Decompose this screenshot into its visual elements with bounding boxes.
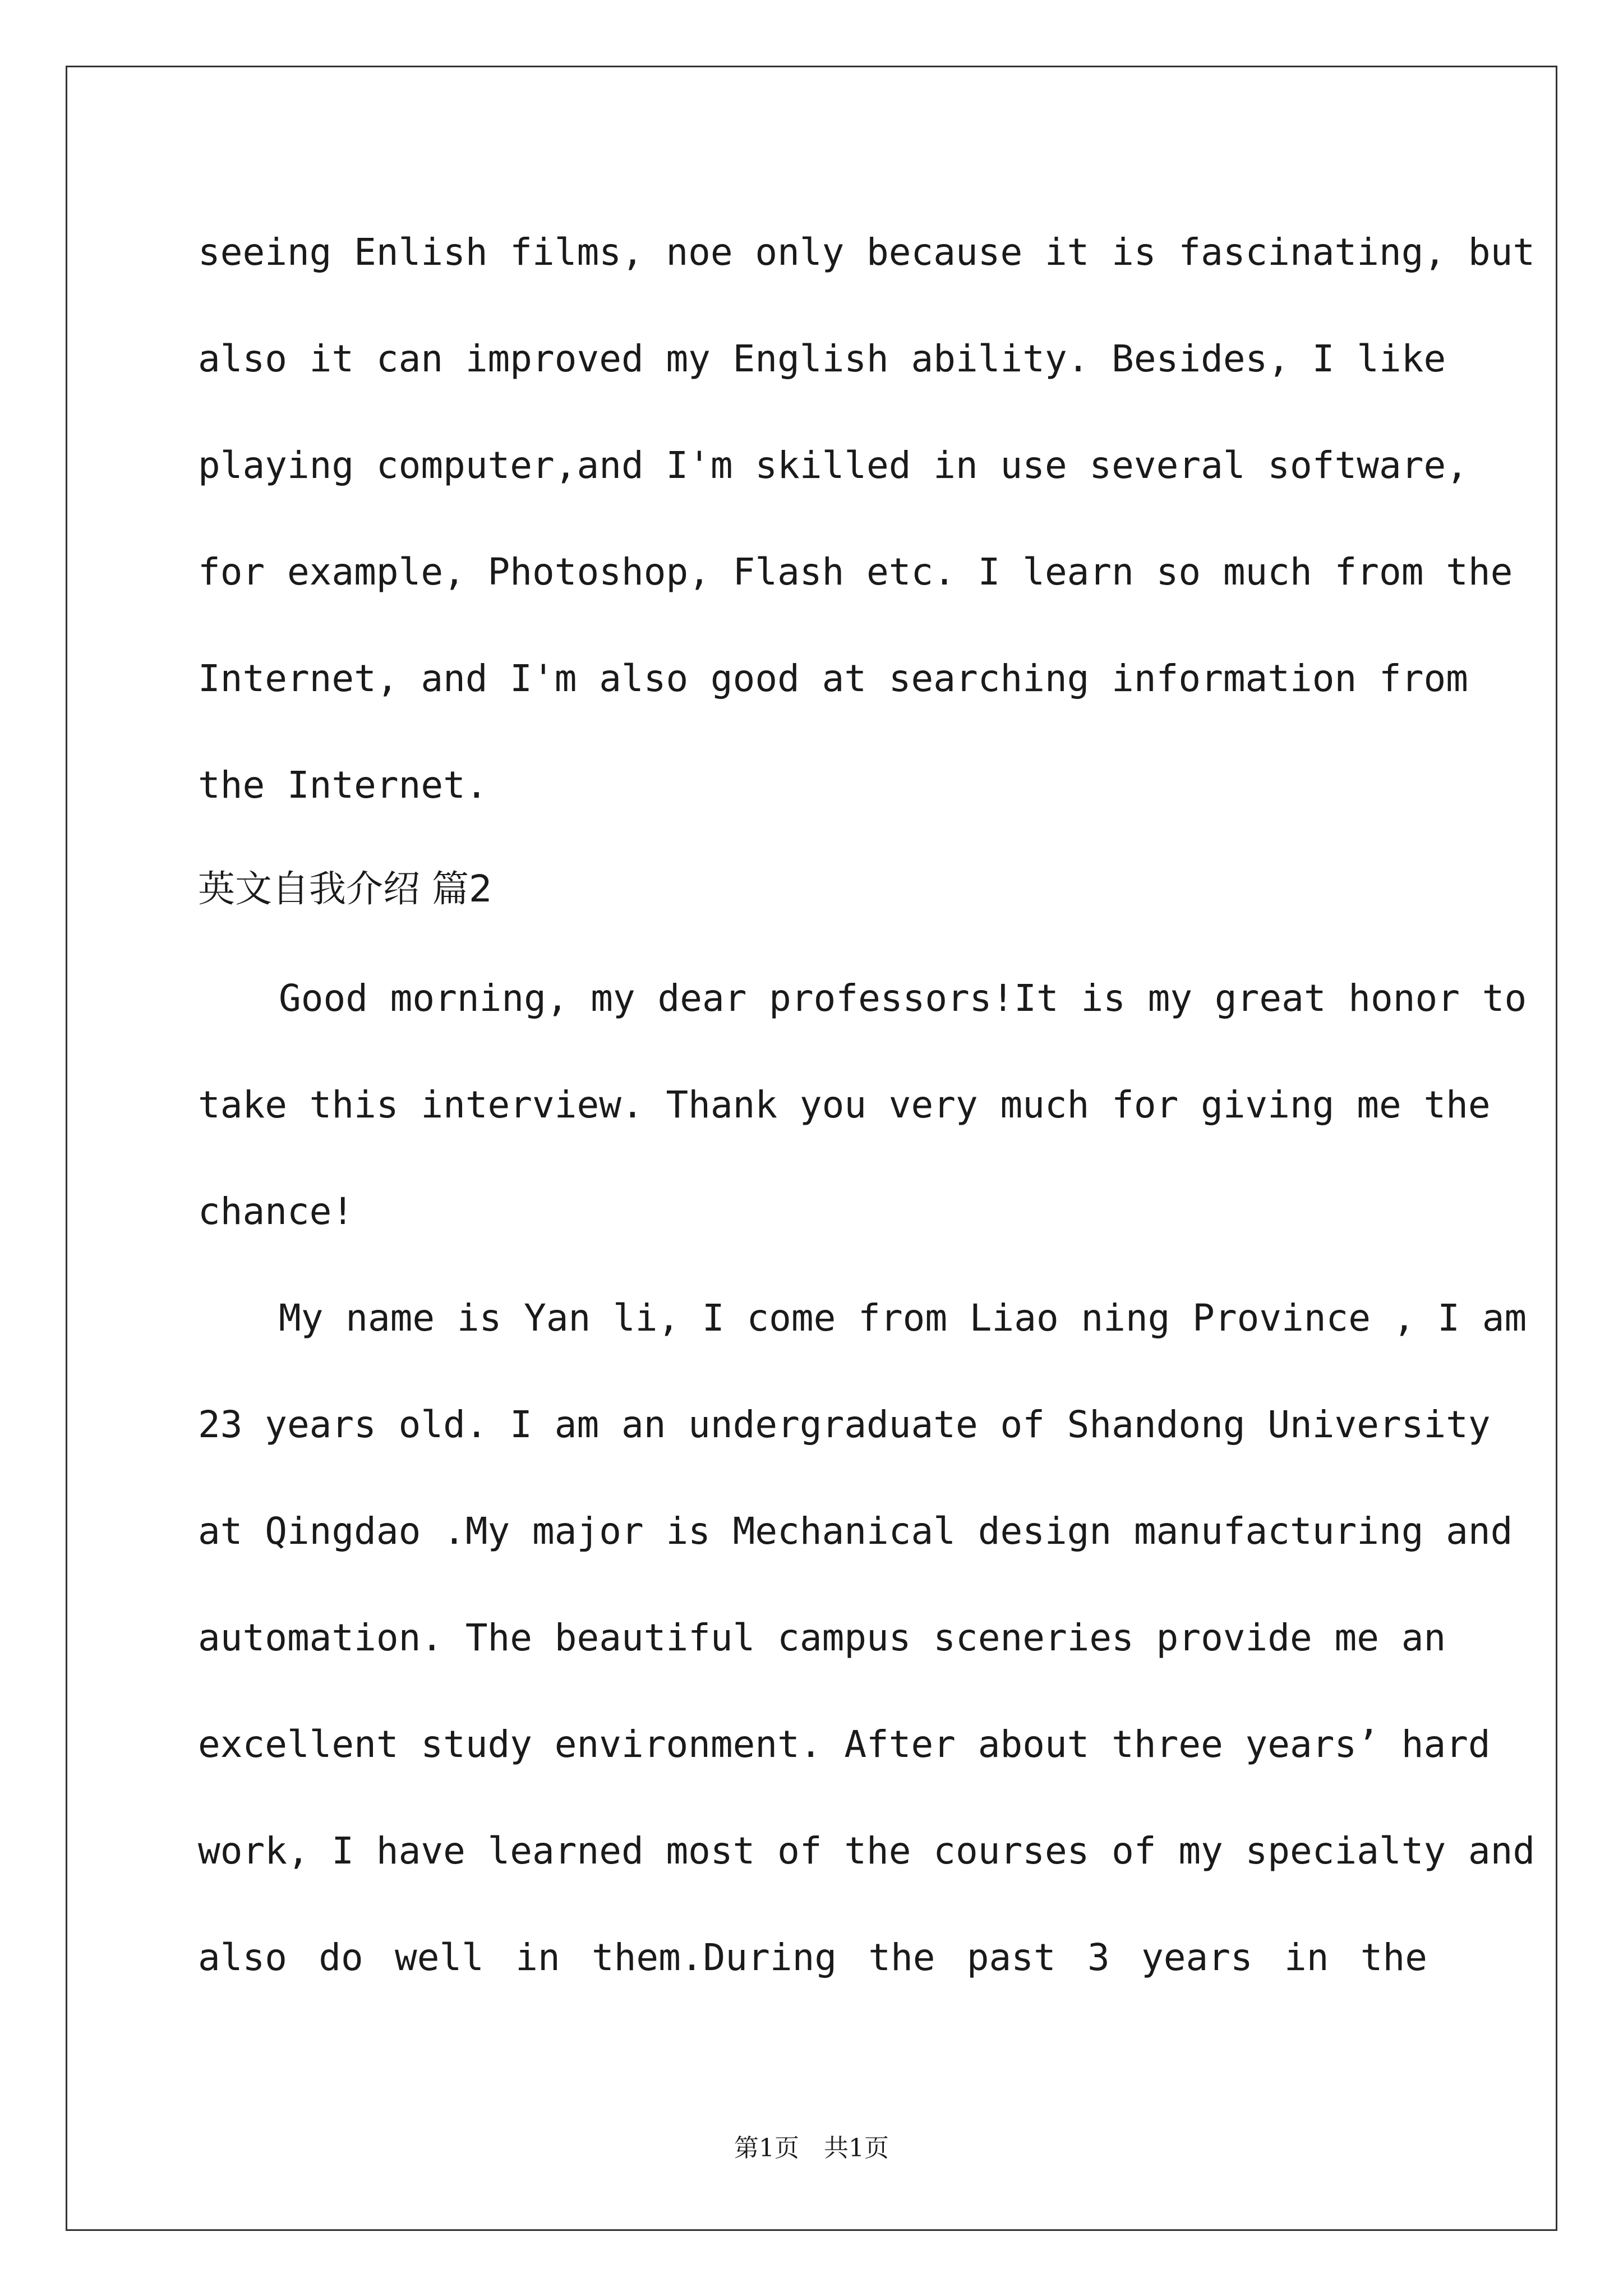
- text-line: take this interview. Thank you very much for giving me the: [198, 1083, 1491, 1126]
- page-number-footer: 第1页 共1页: [734, 2134, 889, 2162]
- text-line: also do well in them.During the past 3 years in the: [198, 1936, 1427, 1979]
- text-line: seeing Enlish films, noe only because it is fascinating, but: [198, 231, 1536, 274]
- text-line: at Qingdao .My major is Mechanical design manufacturing and: [198, 1510, 1513, 1553]
- text-line: playing computer,and I'm skilled in use several software,: [198, 444, 1468, 487]
- text-line: Internet, and I'm also good at searching information from: [198, 657, 1468, 700]
- text-line: also it can improved my English ability. Besides, I like: [198, 337, 1446, 380]
- paragraph-first-line: My name is Yan li, I come from Liao ning Province , I am: [279, 1296, 1527, 1340]
- text-line: for example, Photoshop, Flash etc. I learn so much from the: [198, 550, 1513, 593]
- text-line: excellent study environment. After about three years’ hard: [198, 1723, 1491, 1766]
- paragraph-first-line: Good morning, my dear professors!It is my great honor to: [279, 977, 1527, 1020]
- text-line: chance!: [198, 1190, 354, 1233]
- section-heading: 英文自我介绍 篇2: [198, 867, 492, 910]
- text-line: automation. The beautiful campus sceneries provide me an: [198, 1616, 1446, 1659]
- text-line: work, I have learned most of the courses of my specialty and: [198, 1829, 1536, 1872]
- text-line: 23 years old. I am an undergraduate of Shandong University: [198, 1403, 1491, 1446]
- text-line: the Internet.: [198, 763, 488, 807]
